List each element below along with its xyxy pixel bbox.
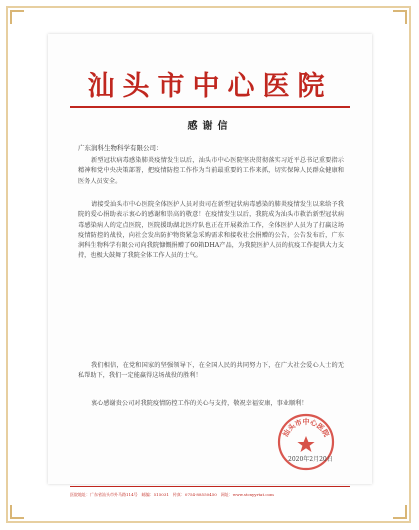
body-paragraph: 新型冠状病毒感染肺炎疫情发生以后，汕头市中心医院坚决贯彻落实习近平总书记重要指示精神和党中央决策部署，把疫情防控工作作为当前最重要的工作来抓，切实保障人民群众健康和医务人员安全。 [78, 157, 344, 185]
frame-corner-ornament [393, 10, 407, 24]
body-paragraph: 我们相信，在党和国家的坚强领导下，在全国人民的共同努力下，在广大社会爱心人士的无私帮助下，我们一定能赢得这场战役的胜利！ [78, 362, 344, 380]
footer-divider [70, 486, 350, 487]
salutation: 广东润科生物科学有限公司： [78, 144, 163, 152]
frame-corner-ornament [10, 505, 24, 519]
body-paragraph: 请接受汕头市中心医院全体医护人员对贵司在新型冠状病毒感染的肺炎疫情发生以来给予我院的爱心捐助表示衷心的感谢和崇高的敬意！在疫情发生以后，我院成为汕头市救治新型冠状病毒感染病人的定点医院，医院援助湖北医疗队也正在开展救治工作，全体医护人员为了打赢这场疫情防控的战役，向社会发出防护物资紧急采购需求和接收社会捐赠的公告，公告发布后，广东润科生物科学有限公司向我院慷慨捐赠了60箱DHA产品，为我院医护人员的抗疫工作提供大力支持，也极大鼓舞了我院全体工作人员的士气。 [78, 201, 344, 260]
body-paragraph: 衷心感谢贵公司对我院疫情防控工作的关心与支持，敬祝幸福安康，事业顺利！ [91, 400, 308, 407]
letterhead-footer: 医院地址：广东省汕头市外马路114号 邮编：515031 传真：0754-88550450 网址：www.stcxyyrtat.com [70, 492, 274, 497]
letter-title: 感谢信 [187, 121, 233, 132]
svg-text:汕头市中心医院: 汕头市中心医院 [280, 417, 332, 439]
letterhead-divider [70, 106, 350, 108]
letterhead-hospital-name: 汕头市中心医院 [87, 71, 333, 102]
letter-date: 2020年2月20日 [288, 456, 333, 463]
letter-page [48, 34, 372, 497]
frame-corner-ornament [393, 505, 407, 519]
official-seal-icon [276, 412, 336, 472]
frame-corner-ornament [10, 10, 24, 24]
